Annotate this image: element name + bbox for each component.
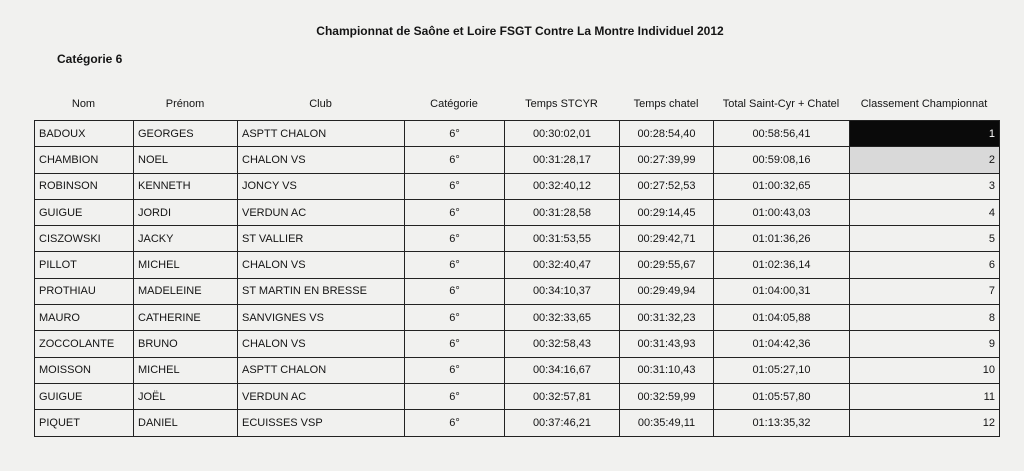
cell-temps-chatel: 00:29:14,45 bbox=[620, 199, 714, 225]
cell-temps-stcyr: 00:31:53,55 bbox=[505, 226, 620, 252]
cell-total: 01:05:27,10 bbox=[714, 357, 850, 383]
cell-club: CHALON VS bbox=[238, 252, 405, 278]
cell-club: ST VALLIER bbox=[238, 226, 405, 252]
cell-nom: PROTHIAU bbox=[35, 278, 134, 304]
cell-club: SANVIGNES VS bbox=[238, 305, 405, 331]
cell-nom: ZOCCOLANTE bbox=[35, 331, 134, 357]
table-row bbox=[35, 226, 1000, 252]
cell-temps-chatel: 00:29:49,94 bbox=[620, 278, 714, 304]
cell-prenom: KENNETH bbox=[134, 173, 238, 199]
cell-temps-chatel: 00:31:10,43 bbox=[620, 357, 714, 383]
cell-nom: GUIGUE bbox=[35, 383, 134, 409]
cell-classement: 5 bbox=[850, 226, 1000, 252]
cell-classement: 12 bbox=[850, 410, 1000, 436]
cell-prenom: DANIEL bbox=[134, 410, 238, 436]
cell-temps-stcyr: 00:34:10,37 bbox=[505, 278, 620, 304]
header-total: Total Saint-Cyr + Chatel bbox=[722, 98, 840, 110]
cell-temps-chatel: 00:29:55,67 bbox=[620, 252, 714, 278]
cell-classement: 10 bbox=[850, 357, 1000, 383]
cell-total: 01:05:57,80 bbox=[714, 383, 850, 409]
cell-temps-stcyr: 00:30:02,01 bbox=[505, 121, 620, 147]
results-body bbox=[35, 121, 1000, 437]
cell-nom: PILLOT bbox=[35, 252, 134, 278]
cell-prenom: GEORGES bbox=[134, 121, 238, 147]
header-categorie: Catégorie bbox=[430, 98, 478, 110]
table-row bbox=[35, 199, 1000, 225]
table-row bbox=[35, 383, 1000, 409]
results-table bbox=[34, 120, 1000, 437]
table-row bbox=[35, 357, 1000, 383]
cell-prenom: MICHEL bbox=[134, 252, 238, 278]
cell-prenom: MADELEINE bbox=[134, 278, 238, 304]
cell-categorie: 6° bbox=[405, 357, 505, 383]
cell-total: 01:02:36,14 bbox=[714, 252, 850, 278]
cell-club: ASPTT CHALON bbox=[238, 357, 405, 383]
header-club: Club bbox=[309, 98, 332, 110]
cell-prenom: MICHEL bbox=[134, 357, 238, 383]
cell-nom: MAURO bbox=[35, 305, 134, 331]
cell-categorie: 6° bbox=[405, 331, 505, 357]
cell-categorie: 6° bbox=[405, 226, 505, 252]
cell-club: ST MARTIN EN BRESSE bbox=[238, 278, 405, 304]
table-row bbox=[35, 121, 1000, 147]
cell-nom: CHAMBION bbox=[35, 147, 134, 173]
cell-temps-chatel: 00:27:52,53 bbox=[620, 173, 714, 199]
table-row bbox=[35, 147, 1000, 173]
cell-club: ECUISSES VSP bbox=[238, 410, 405, 436]
table-row bbox=[35, 278, 1000, 304]
cell-total: 01:01:36,26 bbox=[714, 226, 850, 252]
table-row bbox=[35, 305, 1000, 331]
cell-temps-stcyr: 00:37:46,21 bbox=[505, 410, 620, 436]
cell-club: VERDUN AC bbox=[238, 383, 405, 409]
cell-nom: PIQUET bbox=[35, 410, 134, 436]
cell-nom: MOISSON bbox=[35, 357, 134, 383]
cell-temps-stcyr: 00:32:40,12 bbox=[505, 173, 620, 199]
cell-total: 01:04:05,88 bbox=[714, 305, 850, 331]
cell-temps-stcyr: 00:31:28,58 bbox=[505, 199, 620, 225]
cell-prenom: CATHERINE bbox=[134, 305, 238, 331]
cell-classement: 4 bbox=[850, 199, 1000, 225]
cell-temps-chatel: 00:31:43,93 bbox=[620, 331, 714, 357]
cell-club: VERDUN AC bbox=[238, 199, 405, 225]
category-label: Catégorie 6 bbox=[57, 52, 123, 66]
cell-categorie: 6° bbox=[405, 147, 505, 173]
cell-prenom: JACKY bbox=[134, 226, 238, 252]
cell-temps-chatel: 00:32:59,99 bbox=[620, 383, 714, 409]
cell-temps-stcyr: 00:32:33,65 bbox=[505, 305, 620, 331]
cell-categorie: 6° bbox=[405, 252, 505, 278]
cell-prenom: JORDI bbox=[134, 199, 238, 225]
cell-prenom: NOEL bbox=[134, 147, 238, 173]
cell-temps-stcyr: 00:32:58,43 bbox=[505, 331, 620, 357]
cell-total: 01:00:43,03 bbox=[714, 199, 850, 225]
cell-classement: 1 bbox=[850, 121, 1000, 147]
cell-categorie: 6° bbox=[405, 383, 505, 409]
header-temps-stcyr: Temps STCYR bbox=[525, 98, 598, 110]
cell-temps-stcyr: 00:34:16,67 bbox=[505, 357, 620, 383]
cell-nom: BADOUX bbox=[35, 121, 134, 147]
cell-total: 01:04:42,36 bbox=[714, 331, 850, 357]
cell-nom: ROBINSON bbox=[35, 173, 134, 199]
cell-classement: 3 bbox=[850, 173, 1000, 199]
cell-classement: 6 bbox=[850, 252, 1000, 278]
cell-total: 01:04:00,31 bbox=[714, 278, 850, 304]
cell-categorie: 6° bbox=[405, 121, 505, 147]
cell-temps-stcyr: 00:31:28,17 bbox=[505, 147, 620, 173]
cell-club: CHALON VS bbox=[238, 147, 405, 173]
cell-classement: 2 bbox=[850, 147, 1000, 173]
cell-nom: CISZOWSKI bbox=[35, 226, 134, 252]
cell-temps-stcyr: 00:32:57,81 bbox=[505, 383, 620, 409]
cell-classement: 7 bbox=[850, 278, 1000, 304]
cell-club: ASPTT CHALON bbox=[238, 121, 405, 147]
cell-nom: GUIGUE bbox=[35, 199, 134, 225]
cell-total: 00:58:56,41 bbox=[714, 121, 850, 147]
cell-temps-chatel: 00:28:54,40 bbox=[620, 121, 714, 147]
cell-prenom: BRUNO bbox=[134, 331, 238, 357]
table-row bbox=[35, 331, 1000, 357]
cell-classement: 9 bbox=[850, 331, 1000, 357]
cell-total: 00:59:08,16 bbox=[714, 147, 850, 173]
table-row bbox=[35, 173, 1000, 199]
cell-prenom: JOËL bbox=[134, 383, 238, 409]
cell-categorie: 6° bbox=[405, 410, 505, 436]
cell-classement: 8 bbox=[850, 305, 1000, 331]
cell-categorie: 6° bbox=[405, 173, 505, 199]
cell-total: 01:13:35,32 bbox=[714, 410, 850, 436]
header-prenom: Prénom bbox=[165, 98, 205, 110]
cell-classement: 11 bbox=[850, 383, 1000, 409]
table-row bbox=[35, 410, 1000, 436]
cell-categorie: 6° bbox=[405, 305, 505, 331]
header-nom: Nom bbox=[71, 98, 96, 110]
header-temps-chatel: Temps chatel bbox=[633, 98, 699, 110]
cell-temps-chatel: 00:27:39,99 bbox=[620, 147, 714, 173]
cell-total: 01:00:32,65 bbox=[714, 173, 850, 199]
cell-temps-chatel: 00:29:42,71 bbox=[620, 226, 714, 252]
cell-club: CHALON VS bbox=[238, 331, 405, 357]
cell-categorie: 6° bbox=[405, 199, 505, 225]
cell-temps-chatel: 00:31:32,23 bbox=[620, 305, 714, 331]
cell-club: JONCY VS bbox=[238, 173, 405, 199]
cell-categorie: 6° bbox=[405, 278, 505, 304]
table-row bbox=[35, 252, 1000, 278]
header-classement: Classement Championnat bbox=[860, 98, 988, 110]
cell-temps-chatel: 00:35:49,11 bbox=[620, 410, 714, 436]
cell-temps-stcyr: 00:32:40,47 bbox=[505, 252, 620, 278]
document-title: Championnat de Saône et Loire FSGT Contre La Montre Individuel 2012 bbox=[316, 24, 724, 38]
